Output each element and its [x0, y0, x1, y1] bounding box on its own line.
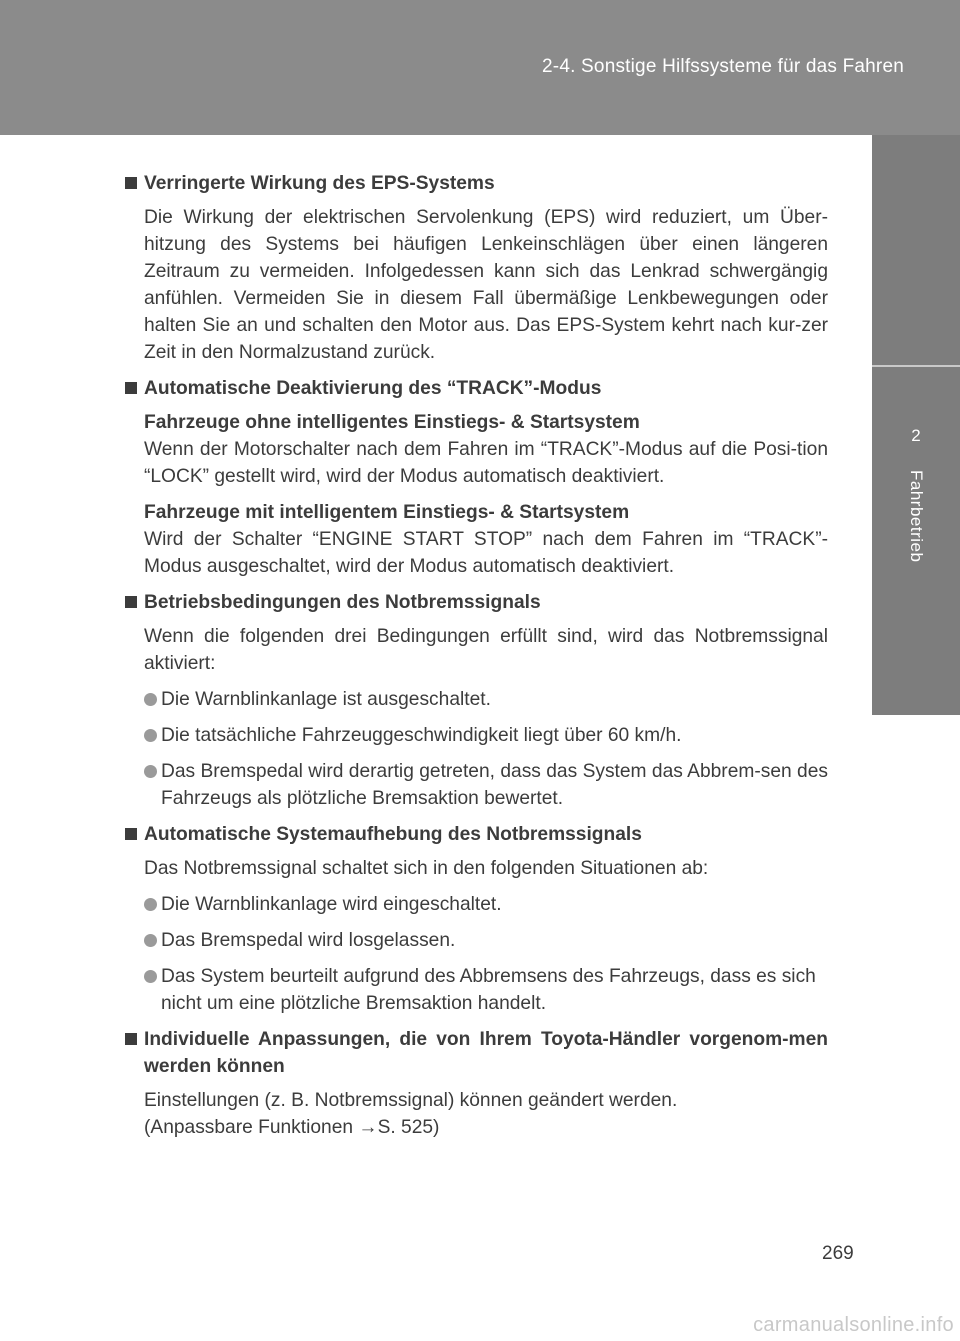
- paragraph-customization: Einstellungen (z. B. Notbremssignal) können geändert werden.: [144, 1090, 678, 1111]
- watermark: carmanualsonline.info: [753, 1314, 954, 1336]
- section-heading-customization: Individuelle Anpassungen, die von Ihrem Toyota-Händler vorgenom-men werden können: [125, 1026, 828, 1080]
- list-item: Die tatsächliche Fahrzeuggeschwindigkeit liegt über 60 km/h.: [144, 722, 828, 749]
- square-bullet-icon: [125, 1033, 137, 1045]
- round-bullet-icon: [144, 765, 157, 778]
- square-bullet-icon: [125, 828, 137, 840]
- list-item: Das Bremspedal wird losgelassen.: [144, 927, 828, 954]
- paragraph-operating-conditions: Wenn die folgenden drei Bedingungen erfüllt sind, wird das Notbremssignal aktiviert:: [144, 626, 828, 674]
- list-item: Das System beurteilt aufgrund des Abbremsens des Fahrzeugs, dass es sich nicht um eine plötzliche Bremsaktion handelt.: [144, 963, 828, 1017]
- paragraph-without-smart-key: Wenn der Motorschalter nach dem Fahren im “TRACK”-Modus auf die Posi-tion “LOCK” gestellt wird, wird der Modus automatisch deaktiviert.: [144, 439, 828, 487]
- list-item: Die Warnblinkanlage wird eingeschaltet.: [144, 891, 828, 918]
- page-content: [125, 170, 828, 1150]
- round-bullet-icon: [144, 729, 157, 742]
- subheading-with-smart-key: Fahrzeuge mit intelligentem Einstiegs- & Startsystem: [144, 502, 630, 523]
- chapter-number: 2: [911, 426, 921, 445]
- list-item: Die Warnblinkanlage ist ausgeschaltet.: [144, 686, 828, 713]
- square-bullet-icon: [125, 382, 137, 394]
- section-heading-eps: Verringerte Wirkung des EPS-Systems: [125, 170, 828, 197]
- paragraph-with-smart-key: Wird der Schalter “ENGINE START STOP” nach dem Fahren im “TRACK”-Modus ausgeschaltet, wird der Modus automatisch deaktiviert.: [144, 529, 828, 577]
- square-bullet-icon: [125, 177, 137, 189]
- square-bullet-icon: [125, 596, 137, 608]
- list-item: Das Bremspedal wird derartig getreten, dass das System das Abbrem-sen des Fahrzeugs als plötzliche Bremsaktion bewertet.: [144, 758, 828, 812]
- section-heading-track: Automatische Deaktivierung des “TRACK”-Modus: [125, 375, 828, 402]
- chapter-label: Fahrbetrieb: [907, 470, 926, 563]
- section-heading-auto-cancel: Automatische Systemaufhebung des Notbremssignals: [125, 821, 828, 848]
- round-bullet-icon: [144, 693, 157, 706]
- paragraph-auto-cancel: Das Notbremssignal schaltet sich in den folgenden Situationen ab:: [144, 858, 709, 879]
- round-bullet-icon: [144, 934, 157, 947]
- round-bullet-icon: [144, 970, 157, 983]
- cross-reference: (Anpassbare Funktionen →S. 525): [144, 1117, 440, 1138]
- section-heading-operating-conditions: Betriebsbedingungen des Notbremssignals: [125, 589, 828, 616]
- page-number: 269: [822, 1243, 854, 1264]
- paragraph-eps: Die Wirkung der elektrischen Servolenkung (EPS) wird reduziert, um Über-hitzung des Systems bei häufigen Lenkeinschlägen über einen längeren Zeitraum zu vermeiden. Infolgedessen kann sich das Lenkrad schwergängig anfühlen. Vermeiden Sie in diesem Fall übermäßige Lenkbewegungen oder halten Sie an und schalten den Motor aus. Das EPS-System kehrt nach kur-zer Zeit in den Normalzustand zurück.: [144, 207, 828, 363]
- header-band: [0, 0, 960, 135]
- section-title: 2-4. Sonstige Hilfssysteme für das Fahren: [542, 56, 904, 77]
- subheading-without-smart-key: Fahrzeuge ohne intelligentes Einstiegs- & Startsystem: [144, 412, 640, 433]
- round-bullet-icon: [144, 898, 157, 911]
